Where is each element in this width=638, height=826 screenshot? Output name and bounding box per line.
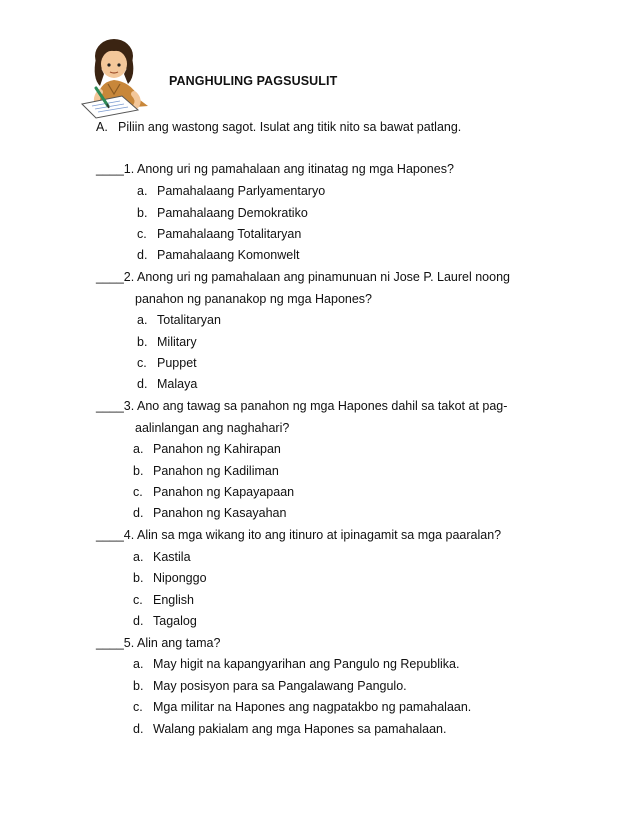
question-3-option-b: b. Panahon ng Kadiliman <box>133 464 279 478</box>
question-3-continued: aalinlangan ang naghahari? <box>135 421 290 435</box>
question-5-option-b: b. May posisyon para sa Pangalawang Pangulo. <box>133 679 407 693</box>
instructions <box>96 120 461 134</box>
question-2-option-c: c. Puppet <box>137 356 197 370</box>
question-1-option-b: b. Pamahalaang Demokratiko <box>137 206 308 220</box>
question-3-option-a: a. Panahon ng Kahirapan <box>133 442 281 456</box>
question-3-option-c: c. Panahon ng Kapayapaan <box>133 485 295 499</box>
question-2-option-d: d. Malaya <box>137 377 198 391</box>
section-letter: A. <box>96 120 108 134</box>
question-5-option-d: d. Walang pakialam ang mga Hapones sa pamahalaan. <box>133 722 447 736</box>
question-3: ____3. Ano ang tawag sa panahon ng mga Hapones dahil sa takot at pag- <box>96 399 508 413</box>
question-1-option-a: a. Pamahalaang Parlyamentaryo <box>137 184 326 198</box>
question-1-option-c: c. Pamahalaang Totalitaryan <box>137 227 302 241</box>
question-2-option-b: b. Military <box>137 335 197 349</box>
question-2-continued: panahon ng pananakop ng mga Hapones? <box>135 292 373 306</box>
question-4-option-d: d. Tagalog <box>133 614 197 628</box>
question-3-option-d: d. Panahon ng Kasayahan <box>133 506 287 520</box>
question-1: ____1. Anong uri ng pamahalaan ang itinatag ng mga Hapones? <box>96 162 454 176</box>
question-5: ____5. Alin ang tama? <box>96 636 221 650</box>
question-4-option-b: b. Niponggo <box>133 571 207 585</box>
student-writing-icon <box>78 34 158 120</box>
page-title: PANGHULING PAGSUSULIT <box>169 74 338 88</box>
question-4: ____4. Alin sa mga wikang ito ang itinuro at ipinagamit sa mga paaralan? <box>96 528 502 542</box>
instructions-text: Piliin ang wastong sagot. Isulat ang titik nito sa bawat patlang. <box>118 120 462 134</box>
question-4-option-a: a. Kastila <box>133 550 191 564</box>
question-5-option-c: c. Mga militar na Hapones ang nagpatakbo ng pamahalaan. <box>133 700 472 714</box>
question-2: ____2. Anong uri ng pamahalaan ang pinamunuan ni Jose P. Laurel noong <box>96 270 510 284</box>
question-1-option-d: d. Pamahalaang Komonwelt <box>137 248 300 262</box>
question-4-option-c: c. English <box>133 593 194 607</box>
question-5-option-a: a. May higit na kapangyarihan ang Pangulo ng Republika. <box>133 657 460 671</box>
question-2-option-a: a. Totalitaryan <box>137 313 221 327</box>
